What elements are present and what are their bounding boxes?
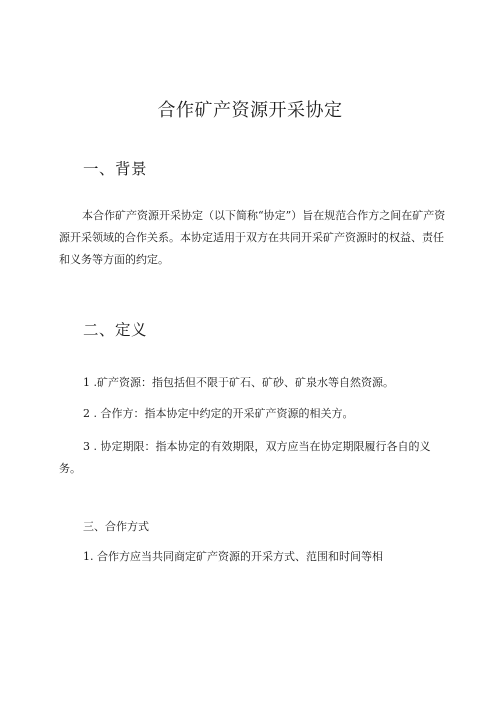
definition-item: 2 . 合作方：指本协定中约定的开采矿产资源的相关方。: [83, 407, 354, 420]
section-heading-cooperation: 三、合作方式: [83, 520, 149, 533]
cooperation-item: 1. 合作方应当共同商定矿产资源的开采方式、范围和时间等相: [83, 550, 383, 563]
document-title: 合作矿产资源开采协定: [157, 100, 343, 121]
section-heading-background: 一、背景: [83, 160, 148, 178]
definition-item: 3 . 协定期限：指本协定的有效期限，双方应当在协定期限履行各自的义务。: [59, 440, 431, 475]
section-heading-definitions: 二、定义: [83, 321, 148, 339]
definition-item: 1 .矿产资源：指包括但不限于矿石、矿砂、矿泉水等自然资源。: [83, 376, 394, 389]
background-paragraph: 本合作矿产资源开采协定（以下简称“协定”）旨在规范合作方之间在矿产资源开采领域的合作关系。本协定适用于双方在共同开采矿产资源时的权益、责任和义务等方面的约定。: [59, 209, 446, 266]
